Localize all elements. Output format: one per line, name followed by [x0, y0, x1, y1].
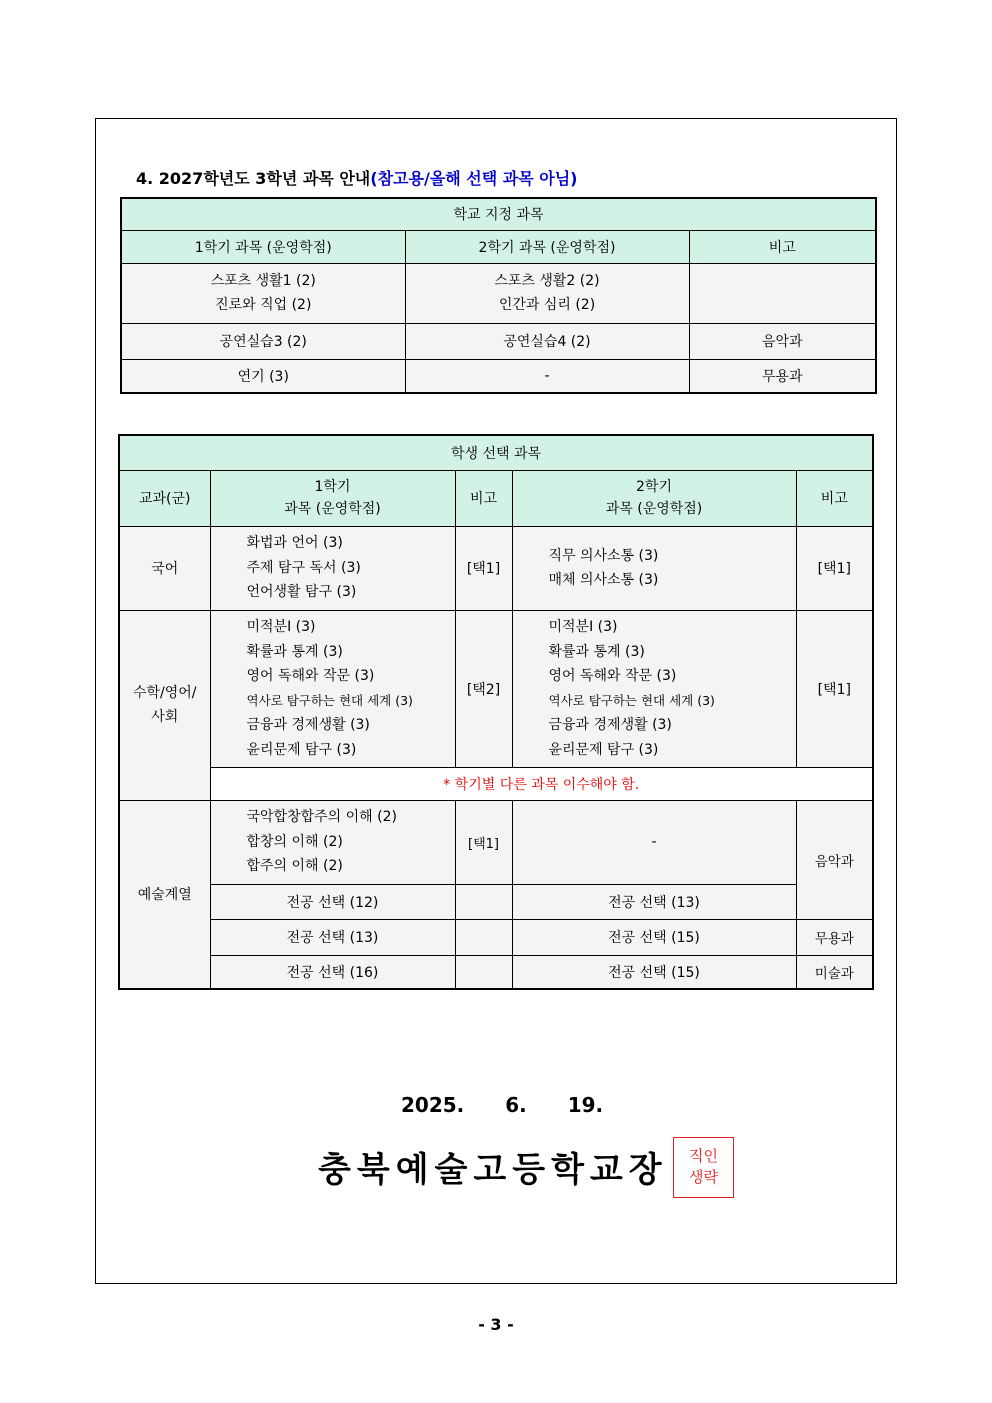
group-label-line2: 사회 — [151, 709, 179, 725]
subject: 금융과 경제생활 (3) — [246, 717, 370, 733]
subject: 윤리문제 탐구 (3) — [246, 741, 357, 758]
section-title: 4. 2027학년도 3학년 과목 안내 — [136, 169, 371, 188]
subject: 금융과 경제생활 (3) — [548, 717, 672, 733]
subject: 영어 독해와 작문 (3) — [548, 668, 677, 684]
subject: 진로와 직업 (2) — [215, 297, 312, 313]
music-semester2: - — [512, 800, 796, 884]
empty-cell — [455, 884, 512, 919]
dance-major-semester2: 전공 선택 (15) — [512, 919, 796, 955]
subject: 국악합창합주의 이해 (2) — [246, 809, 397, 826]
table-cell — [405, 263, 689, 323]
dance-major-semester1: 전공 선택 (13) — [210, 919, 455, 955]
subject: 미적분Ⅰ (3) — [548, 619, 618, 635]
music-note1: [택1] — [455, 800, 512, 884]
subject: 연기 (3) — [121, 359, 405, 393]
student-table-title: 학생 선택 과목 — [119, 435, 873, 470]
subject: 영어 독해와 작문 (3) — [246, 668, 375, 684]
subject: 주제 탐구 독서 (3) — [246, 559, 361, 576]
date-month: 6. — [505, 1093, 527, 1117]
header-semester2-line2: 과목 (운영학점) — [605, 501, 703, 517]
group-arts: 예술계열 — [119, 800, 210, 989]
header-semester1: 1학기 과목 (운영학점) — [121, 230, 405, 263]
seal-line1: 직인 — [689, 1147, 718, 1165]
header-semester2-line1: 2학기 — [636, 479, 672, 495]
header-semester1 — [210, 470, 455, 526]
note-cell — [689, 263, 876, 323]
subject: 공연실습3 (2) — [121, 323, 405, 359]
subject: 확률과 통계 (3) — [246, 643, 343, 660]
subject: 스포츠 생활2 (2) — [494, 273, 600, 289]
art-note: 미술과 — [796, 955, 873, 989]
subject: 윤리문제 탐구 (3) — [548, 741, 659, 758]
math-semester2-list — [512, 610, 796, 767]
page-number: - 3 - — [478, 1315, 514, 1334]
school-designated-table — [120, 197, 877, 394]
math-note1: [택2] — [455, 610, 512, 767]
table-cell — [121, 263, 405, 323]
header-note2: 비고 — [796, 470, 873, 526]
subject: 미적분Ⅰ (3) — [246, 619, 316, 635]
note-cell: 무용과 — [689, 359, 876, 393]
empty-cell — [455, 919, 512, 955]
subject: 역사로 탐구하는 현대 세계 (3) — [246, 692, 413, 708]
subject: 스포츠 생활1 (2) — [210, 273, 316, 289]
korean-semester1-list — [210, 526, 455, 610]
header-semester2 — [512, 470, 796, 526]
music-major-semester1: 전공 선택 (12) — [210, 884, 455, 919]
group-korean: 국어 — [119, 526, 210, 610]
school-table-title: 학교 지정 과목 — [121, 198, 876, 230]
date-year: 2025. — [401, 1093, 465, 1117]
subject: 직무 의사소통 (3) — [548, 547, 659, 564]
student-elective-table — [118, 434, 874, 990]
math-semester1-list — [210, 610, 455, 767]
section-note: (참고용/올해 선택 과목 아님) — [370, 169, 578, 188]
official-seal — [673, 1137, 734, 1198]
dance-note: 무용과 — [796, 919, 873, 955]
school-principal-signature: 충북예술고등학교장 — [318, 1150, 668, 1190]
music-semester1-list — [210, 800, 455, 884]
music-major-semester2: 전공 선택 (13) — [512, 884, 796, 919]
header-note1: 비고 — [455, 470, 512, 526]
group-math-english-social — [119, 610, 210, 800]
subject: 인간과 심리 (2) — [498, 297, 596, 313]
subject: 매체 의사소통 (3) — [548, 572, 659, 588]
subject: 언어생활 탐구 (3) — [246, 584, 357, 601]
subject: - — [405, 359, 689, 393]
header-group: 교과(군) — [119, 470, 210, 526]
seal-line2: 생략 — [689, 1168, 718, 1186]
subject: 합주의 이해 (2) — [246, 858, 343, 875]
subject: 합창의 이해 (2) — [246, 833, 343, 850]
group-label-line1: 수학/영어/ — [132, 685, 197, 701]
empty-cell — [455, 955, 512, 989]
subject: 역사로 탐구하는 현대 세계 (3) — [548, 692, 715, 708]
math-note2: [택1] — [796, 610, 873, 767]
korean-semester2-list — [512, 526, 796, 610]
document-date — [401, 1093, 603, 1117]
header-semester2: 2학기 과목 (운영학점) — [405, 230, 689, 263]
note-cell: 음악과 — [689, 323, 876, 359]
header-note: 비고 — [689, 230, 876, 263]
header-semester1-line2: 과목 (운영학점) — [284, 501, 381, 517]
date-day: 19. — [567, 1093, 604, 1117]
korean-note1: [택1] — [455, 526, 512, 610]
korean-note2: [택1] — [796, 526, 873, 610]
header-semester1-line1: 1학기 — [314, 479, 351, 495]
subject: 공연실습4 (2) — [405, 323, 689, 359]
subject: 확률과 통계 (3) — [548, 643, 645, 660]
art-major-semester2: 전공 선택 (15) — [512, 955, 796, 989]
subject: 화법과 언어 (3) — [246, 535, 343, 552]
section-heading — [136, 166, 577, 189]
semester-footnote: * 학기별 다른 과목 이수해야 함. — [210, 767, 873, 800]
art-major-semester1: 전공 선택 (16) — [210, 955, 455, 989]
music-note: 음악과 — [796, 800, 873, 919]
